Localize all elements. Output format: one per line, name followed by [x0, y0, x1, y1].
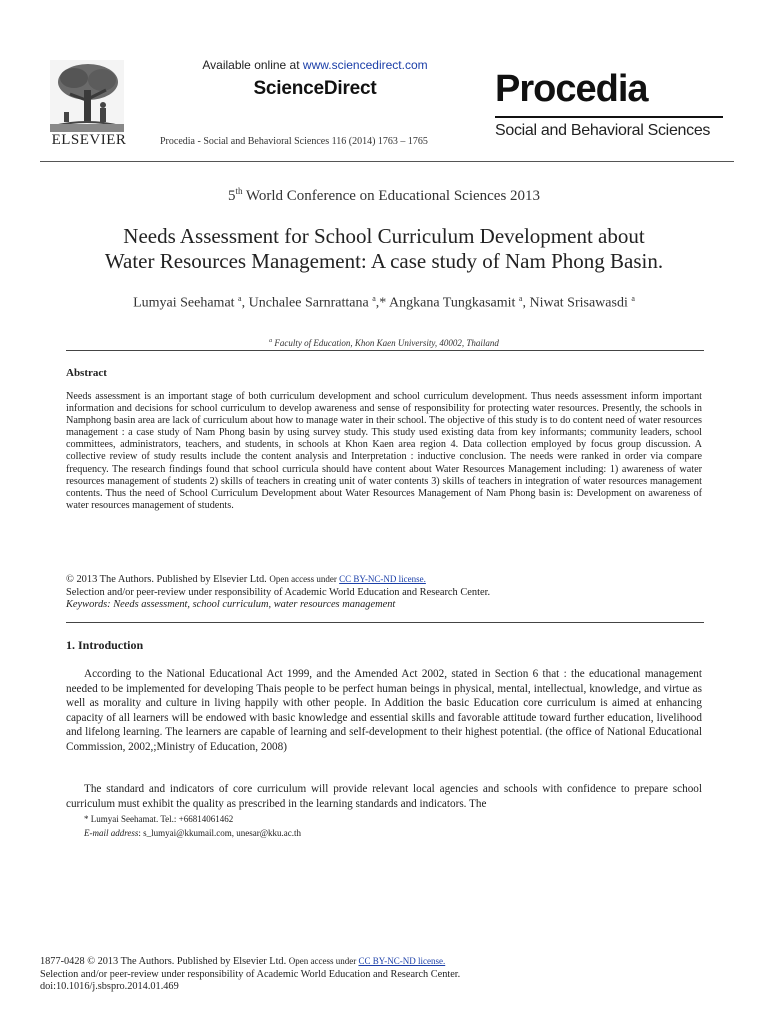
- author-name: ,* Angkana Tungkasamit: [375, 295, 519, 311]
- author-name: , Unchalee Sarnrattana: [241, 295, 373, 311]
- header-center: [150, 58, 480, 100]
- author-name: , Niwat Srisawasdi: [522, 295, 632, 311]
- abstract-copyright-block: [66, 573, 702, 612]
- footer-copyright: 1877-0428 © 2013 The Authors. Published by Elsevier Ltd. Open access under CC BY-NC-ND license.: [40, 956, 446, 967]
- corresponding-author-footnote: * Lumyai Seehamat. Tel.: +66814061462: [84, 814, 234, 824]
- journal-citation: Procedia - Social and Behavioral Sciences 116 (2014) 1763 – 1765: [160, 136, 428, 147]
- procedia-logo: [495, 70, 735, 140]
- abstract-top-divider: [66, 350, 704, 351]
- footer-peer-review: Selection and/or peer-review under responsibility of Academic World Education and Research Center.: [40, 968, 461, 980]
- procedia-divider: [495, 116, 723, 118]
- affiliation: $^a$ Faculty of Education, Khon Kaen University, 40002, Thailand: [269, 338, 499, 348]
- peer-review-line: Selection and/or peer-review under responsibility of Academic World Education and Research Center.: [66, 586, 491, 598]
- introduction-paragraph: According to the National Educational Act 1999, and the Amended Act 2002, stated in Section 6 that : the educational management needed to be implemented for developing Thais people to be perfect human beings in physical, mental, intellectual, knowledge, and virtue as well as morality and culture in living happily with other people. In Addition the basic Education core curriculum is aimed at enhancing capacity of all learners will be endowed with basic knowledge and essential skills and favorable attitude toward further education, livelihood and lifelong learning. The learners are capable of learning and self-development to their highest potential. (the office of National Educational Commission, 2002,;Ministry of Education, 2008): [66, 668, 702, 753]
- footer-license-link[interactable]: CC BY-NC-ND license.: [358, 956, 446, 966]
- license-link[interactable]: CC BY-NC-ND license.: [339, 574, 426, 584]
- abstract-heading: Abstract: [66, 367, 107, 379]
- abstract-bottom-divider: [66, 622, 704, 623]
- procedia-subtitle: Social and Behavioral Sciences: [495, 122, 711, 139]
- introduction-paragraph: The standard and indicators of core curriculum will provide relevant local agencies and schools with confidence to prepare school curriculum must exhibit the quality as prescribed in the learning standards and indicators. The: [66, 783, 702, 810]
- sciencedirect-link[interactable]: www.sciencedirect.com: [302, 58, 428, 72]
- header-divider: [40, 161, 734, 162]
- paper-title: Needs Assessment for School Curriculum Development about Water Resources Management: A case study of Nam Phong Basin.: [104, 224, 664, 273]
- author-name: Lumyai Seehamat: [133, 295, 239, 311]
- elsevier-tree-icon: [50, 60, 124, 132]
- abstract-body: Needs assessment is an important stage of both curriculum development and school curriculum development. Thus needs assessment inform important information and decisions for school curriculum to develop awareness and sense of responsibility for protecting water resources. Presently, the schools in Namphong basin area are lack of curriculum about how to manage water in their school. The objective of this study is to do content need of water resources management : a case study of Nam Phong basin by using survey study. This study used existing data from key informants; community leaders, school committees, administrators, teachers, and students, in schools at Khon Kaen area region 4. Data collection employed by focus group discussion. A collective review of study results include the content analysis and Interpretation : inductive conclusion. The needs were ranked in order via compare frequency. The research findings found that school curricula should have content about Water Resources Management including: 1) awareness of water resources management of students 2) skills of teachers in creating unit of water contents 3) skills of teachers in integration of water resources management contents. Thus the need of School Curriculum Development about Water Resources Management of Nam Phong basin is: Development on awareness of water resources management of students.: [66, 391, 702, 511]
- copyright-line: © 2013 The Authors. Published by Elsevier Ltd. Open access under CC BY-NC-ND license.: [66, 574, 426, 585]
- elsevier-logo: [44, 58, 134, 150]
- keywords-line: Keywords: Needs assessment, school curriculum, water resources management: [66, 599, 396, 611]
- doi: doi:10.1016/j.sbspro.2014.01.469: [40, 981, 179, 992]
- section-heading-introduction: 1. Introduction: [66, 638, 144, 652]
- procedia-title: Procedia: [495, 68, 648, 110]
- sciencedirect-logo: ScienceDirect: [253, 78, 377, 99]
- elsevier-wordmark: ELSEVIER: [51, 132, 127, 148]
- conference-name: 5th World Conference on Educational Sciences 2013: [227, 186, 541, 204]
- author-list: Lumyai Seehamat $^a$, Unchalee Sarnrattana $^a$,* Angkana Tungkasamit $^a$, Niwat Srisawasdi $^a$: [133, 294, 635, 311]
- available-online: Available online at www.sciencedirect.com: [202, 58, 428, 72]
- email-footnote: E-mail address: s_lumyai@kkumail.com, unesar@kku.ac.th: [84, 828, 301, 838]
- page-footer: [40, 955, 740, 994]
